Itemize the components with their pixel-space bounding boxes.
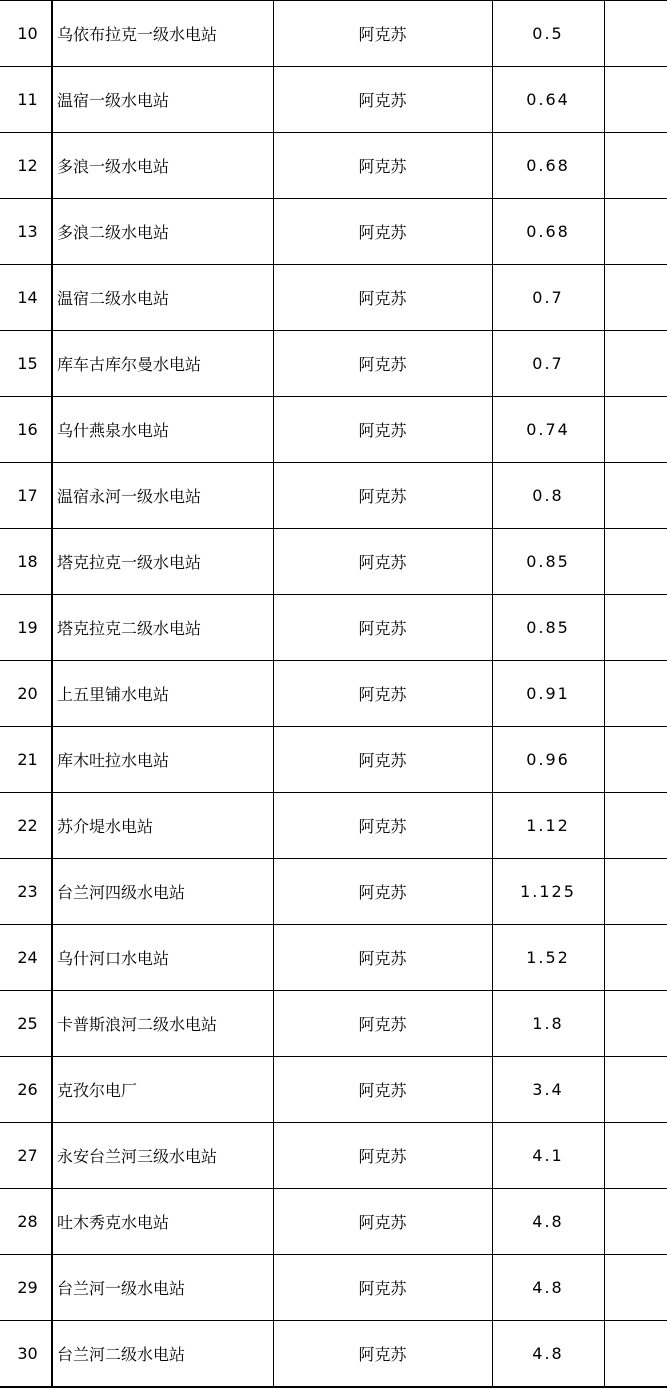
capacity-cell <box>492 925 604 991</box>
table-row <box>0 793 667 859</box>
row-index-cell <box>0 529 52 595</box>
region-cell <box>273 661 492 727</box>
row-index-cell <box>0 1255 52 1321</box>
region-cell <box>273 727 492 793</box>
region-cell <box>273 1321 492 1388</box>
station-name-cell-text: 克孜尔电厂 <box>57 1081 138 1100</box>
capacity-cell <box>492 1057 604 1123</box>
row-index-cell <box>0 1123 52 1189</box>
row-index-cell <box>0 661 52 727</box>
station-name-cell-text: 温宿二级水电站 <box>57 289 170 308</box>
station-name-cell <box>52 1123 273 1189</box>
station-name-cell <box>52 793 273 859</box>
station-name-cell-text: 乌什燕泉水电站 <box>57 421 170 440</box>
table-row <box>0 1123 667 1189</box>
remarks-cell <box>604 1255 667 1321</box>
table-row <box>0 595 667 661</box>
capacity-cell-text: 1.12 <box>526 816 570 835</box>
station-name-cell <box>52 133 273 199</box>
capacity-cell-text: 0.7 <box>532 354 564 373</box>
capacity-cell <box>492 1321 604 1388</box>
capacity-cell <box>492 529 604 595</box>
station-name-cell <box>52 991 273 1057</box>
region-cell-text: 阿克苏 <box>358 1015 407 1034</box>
row-index-cell <box>0 925 52 991</box>
station-name-cell-text: 库木吐拉水电站 <box>57 751 170 770</box>
remarks-cell <box>604 991 667 1057</box>
row-index-cell-text: 29 <box>17 1278 38 1297</box>
station-name-cell <box>52 67 273 133</box>
remarks-cell <box>604 727 667 793</box>
row-index-cell-text: 21 <box>17 750 38 769</box>
row-index-cell-text: 16 <box>17 420 38 439</box>
row-index-cell-text: 15 <box>17 354 38 373</box>
capacity-cell <box>492 265 604 331</box>
station-name-cell <box>52 199 273 265</box>
region-cell <box>273 925 492 991</box>
region-cell <box>273 67 492 133</box>
region-cell-text: 阿克苏 <box>358 1081 407 1100</box>
table-row <box>0 727 667 793</box>
station-name-cell <box>52 529 273 595</box>
station-name-cell-text: 卡普斯浪河二级水电站 <box>57 1015 218 1034</box>
row-index-cell-text: 22 <box>17 816 38 835</box>
capacity-cell <box>492 1 604 67</box>
table-row <box>0 67 667 133</box>
row-index-cell-text: 20 <box>17 684 38 703</box>
row-index-cell-text: 17 <box>17 486 38 505</box>
capacity-cell-text: 0.7 <box>532 288 564 307</box>
row-index-cell <box>0 265 52 331</box>
row-index-cell <box>0 1189 52 1255</box>
remarks-cell <box>604 1057 667 1123</box>
region-cell-text: 阿克苏 <box>358 487 407 506</box>
table-row <box>0 1255 667 1321</box>
station-name-cell <box>52 463 273 529</box>
remarks-cell <box>604 1189 667 1255</box>
region-cell-text: 阿克苏 <box>358 1147 407 1166</box>
remarks-cell <box>604 199 667 265</box>
row-index-cell-text: 30 <box>17 1344 38 1363</box>
capacity-cell-text: 0.85 <box>526 552 570 571</box>
capacity-cell-text: 0.85 <box>526 618 570 637</box>
region-cell-text: 阿克苏 <box>358 1213 407 1232</box>
row-index-cell <box>0 133 52 199</box>
capacity-cell <box>492 1189 604 1255</box>
row-index-cell <box>0 199 52 265</box>
row-index-cell-text: 18 <box>17 552 38 571</box>
region-cell-text: 阿克苏 <box>358 157 407 176</box>
table-row <box>0 661 667 727</box>
capacity-cell-text: 0.68 <box>526 156 570 175</box>
station-name-cell-text: 乌依布拉克一级水电站 <box>57 25 218 44</box>
region-cell <box>273 331 492 397</box>
capacity-cell <box>492 727 604 793</box>
region-cell-text: 阿克苏 <box>358 949 407 968</box>
capacity-cell <box>492 595 604 661</box>
row-index-cell <box>0 595 52 661</box>
table-row <box>0 859 667 925</box>
station-name-cell <box>52 1057 273 1123</box>
capacity-cell <box>492 331 604 397</box>
remarks-cell <box>604 925 667 991</box>
row-index-cell <box>0 331 52 397</box>
row-index-cell <box>0 1321 52 1388</box>
region-cell-text: 阿克苏 <box>358 289 407 308</box>
remarks-cell <box>604 463 667 529</box>
region-cell <box>273 397 492 463</box>
station-name-cell-text: 温宿一级水电站 <box>57 91 170 110</box>
station-name-cell <box>52 925 273 991</box>
table-row <box>0 529 667 595</box>
station-name-cell-text: 库车古库尔曼水电站 <box>57 355 202 374</box>
row-index-cell-text: 12 <box>17 156 38 175</box>
row-index-cell <box>0 991 52 1057</box>
region-cell-text: 阿克苏 <box>358 421 407 440</box>
capacity-cell-text: 0.68 <box>526 222 570 241</box>
capacity-cell-text: 0.8 <box>532 486 564 505</box>
station-name-cell-text: 苏介堤水电站 <box>57 817 154 836</box>
row-index-cell-text: 14 <box>17 288 38 307</box>
table-row <box>0 133 667 199</box>
station-name-cell <box>52 331 273 397</box>
station-name-cell <box>52 1255 273 1321</box>
region-cell <box>273 1189 492 1255</box>
row-index-cell <box>0 727 52 793</box>
capacity-cell <box>492 67 604 133</box>
capacity-cell <box>492 199 604 265</box>
capacity-cell-text: 1.125 <box>520 882 576 901</box>
station-name-cell-text: 吐木秀克水电站 <box>57 1213 170 1232</box>
remarks-cell <box>604 265 667 331</box>
region-cell-text: 阿克苏 <box>358 25 407 44</box>
capacity-cell <box>492 661 604 727</box>
region-cell-text: 阿克苏 <box>358 883 407 902</box>
region-cell-text: 阿克苏 <box>358 223 407 242</box>
station-name-cell <box>52 859 273 925</box>
capacity-cell-text: 0.64 <box>526 90 570 109</box>
capacity-cell <box>492 991 604 1057</box>
station-name-cell-text: 多浪一级水电站 <box>57 157 170 176</box>
region-cell <box>273 859 492 925</box>
station-name-cell-text: 乌什河口水电站 <box>57 949 170 968</box>
table-row <box>0 331 667 397</box>
region-cell <box>273 1123 492 1189</box>
capacity-cell-text: 1.8 <box>532 1014 564 1033</box>
capacity-cell-text: 4.1 <box>532 1146 564 1165</box>
station-name-cell <box>52 661 273 727</box>
capacity-cell-text: 4.8 <box>532 1344 564 1363</box>
row-index-cell-text: 19 <box>17 618 38 637</box>
region-cell <box>273 463 492 529</box>
remarks-cell <box>604 661 667 727</box>
capacity-cell <box>492 1123 604 1189</box>
station-name-cell <box>52 265 273 331</box>
capacity-cell <box>492 793 604 859</box>
table-row <box>0 1189 667 1255</box>
station-name-cell <box>52 727 273 793</box>
capacity-cell <box>492 1255 604 1321</box>
table-row <box>0 925 667 991</box>
remarks-cell <box>604 595 667 661</box>
region-cell <box>273 1 492 67</box>
capacity-cell <box>492 463 604 529</box>
capacity-cell-text: 4.8 <box>532 1212 564 1231</box>
remarks-cell <box>604 1123 667 1189</box>
station-name-cell <box>52 1 273 67</box>
remarks-cell <box>604 1 667 67</box>
station-name-cell-text: 温宿永河一级水电站 <box>57 487 202 506</box>
row-index-cell-text: 27 <box>17 1146 38 1165</box>
remarks-cell <box>604 133 667 199</box>
row-index-cell-text: 28 <box>17 1212 38 1231</box>
row-index-cell-text: 13 <box>17 222 38 241</box>
region-cell <box>273 199 492 265</box>
region-cell-text: 阿克苏 <box>358 619 407 638</box>
station-name-cell-text: 塔克拉克二级水电站 <box>57 619 202 638</box>
station-name-cell-text: 台兰河四级水电站 <box>57 883 186 902</box>
table-row <box>0 1057 667 1123</box>
table-body <box>0 1 667 1388</box>
capacity-cell-text: 0.5 <box>532 24 564 43</box>
region-cell-text: 阿克苏 <box>358 1279 407 1298</box>
remarks-cell <box>604 793 667 859</box>
row-index-cell <box>0 1057 52 1123</box>
region-cell <box>273 1255 492 1321</box>
row-index-cell <box>0 463 52 529</box>
table-row <box>0 991 667 1057</box>
capacity-cell-text: 0.96 <box>526 750 570 769</box>
row-index-cell <box>0 859 52 925</box>
remarks-cell <box>604 1321 667 1388</box>
remarks-cell <box>604 67 667 133</box>
region-cell-text: 阿克苏 <box>358 751 407 770</box>
capacity-cell <box>492 397 604 463</box>
table-row <box>0 265 667 331</box>
capacity-cell <box>492 133 604 199</box>
capacity-cell-text: 0.74 <box>526 420 570 439</box>
row-index-cell <box>0 1 52 67</box>
table-row <box>0 397 667 463</box>
region-cell-text: 阿克苏 <box>358 685 407 704</box>
region-cell <box>273 991 492 1057</box>
station-name-cell-text: 塔克拉克一级水电站 <box>57 553 202 572</box>
region-cell <box>273 133 492 199</box>
remarks-cell <box>604 529 667 595</box>
row-index-cell-text: 24 <box>17 948 38 967</box>
row-index-cell-text: 26 <box>17 1080 38 1099</box>
station-name-cell-text: 多浪二级水电站 <box>57 223 170 242</box>
capacity-cell-text: 0.91 <box>526 684 570 703</box>
capacity-cell-text: 4.8 <box>532 1278 564 1297</box>
region-cell <box>273 1057 492 1123</box>
region-cell-text: 阿克苏 <box>358 1345 407 1364</box>
region-cell-text: 阿克苏 <box>358 355 407 374</box>
station-name-cell <box>52 595 273 661</box>
remarks-cell <box>604 859 667 925</box>
remarks-cell <box>604 331 667 397</box>
capacity-cell-text: 3.4 <box>532 1080 564 1099</box>
row-index-cell <box>0 397 52 463</box>
row-index-cell <box>0 793 52 859</box>
row-index-cell-text: 10 <box>17 24 38 43</box>
station-name-cell <box>52 397 273 463</box>
region-cell <box>273 529 492 595</box>
region-cell <box>273 595 492 661</box>
remarks-cell <box>604 397 667 463</box>
table-row <box>0 1 667 67</box>
table-row <box>0 463 667 529</box>
region-cell-text: 阿克苏 <box>358 553 407 572</box>
station-name-cell-text: 台兰河二级水电站 <box>57 1345 186 1364</box>
row-index-cell-text: 25 <box>17 1014 38 1033</box>
station-name-cell-text: 上五里铺水电站 <box>57 685 170 704</box>
station-name-cell-text: 台兰河一级水电站 <box>57 1279 186 1298</box>
row-index-cell <box>0 67 52 133</box>
region-cell-text: 阿克苏 <box>358 817 407 836</box>
table-row <box>0 1321 667 1388</box>
table-row <box>0 199 667 265</box>
row-index-cell-text: 23 <box>17 882 38 901</box>
row-index-cell-text: 11 <box>17 90 38 109</box>
station-name-cell-text: 永安台兰河三级水电站 <box>57 1147 218 1166</box>
region-cell-text: 阿克苏 <box>358 91 407 110</box>
station-name-cell <box>52 1321 273 1388</box>
region-cell <box>273 793 492 859</box>
capacity-cell <box>492 859 604 925</box>
station-name-cell <box>52 1189 273 1255</box>
region-cell <box>273 265 492 331</box>
capacity-cell-text: 1.52 <box>526 948 570 967</box>
